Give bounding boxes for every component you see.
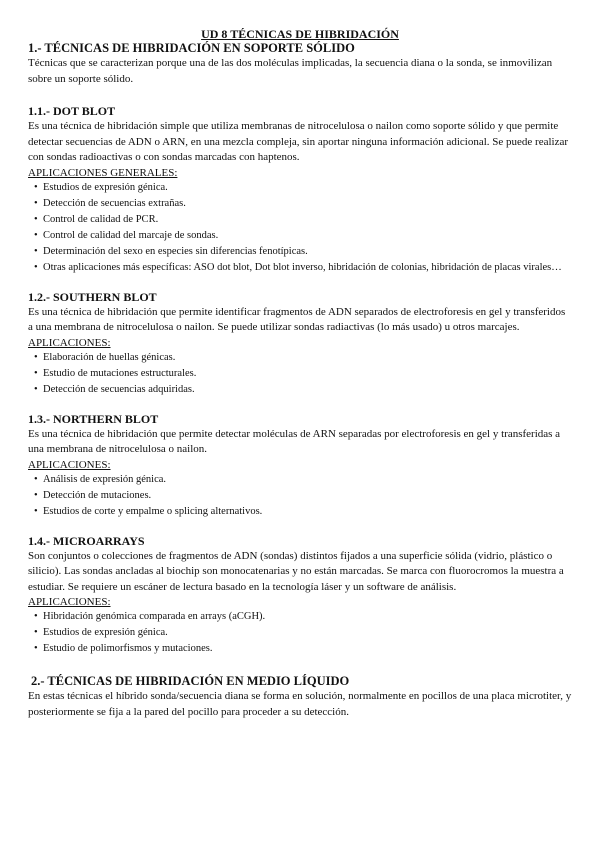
southern-blot-applications-list [28, 350, 572, 398]
list-item: • Control de calidad del marcaje de sondas. [34, 228, 572, 244]
microarrays-heading: 1.4.- MICROARRAYS [28, 533, 145, 548]
northern-blot-applications-list [28, 472, 572, 520]
list-item: • Hibridación genómica comparada en arrays (aCGH). [34, 609, 572, 625]
section-2-text: En estas técnicas el híbrido sonda/secuencia diana se forma en solución, normalmente en pocillos de una placa microtiter, y posteriormente se fija a la pared del pocillo para proceder a su detección. [28, 690, 572, 718]
southern-blot-text: Es una técnica de hibridación que permite identificar fragmentos de ADN separados de electroforesis en gel y transferidos a una membrana de nitrocelulosa o nailon. Se puede utilizar sondas radiactivas (lo más usado) u otros marcajes. [28, 305, 566, 333]
list-item: • Estudio de polimorfismos y mutaciones. [34, 641, 572, 657]
southern-blot-applications-label: APLICACIONES: [28, 336, 111, 349]
microarrays-text: Son conjuntos o colecciones de fragmentos de ADN (sondas) distintos fijados a una superficie sólida (vidrio, plástico o silicio). Las sondas ancladas al biochip son monocatenarias y no están marcadas. Se marca con fluorocromos la muestra a estudiar. Se requiere un escáner de lectura basado en la tecnología láser y un software de análisis. [28, 549, 564, 593]
northern-blot-text: Es una técnica de hibridación que permite detectar moléculas de ARN separadas por electroforesis en gel y transferidas a una membrana de nitrocelulosa o nailon. [28, 427, 561, 455]
northern-blot-applications-label: APLICACIONES: [28, 458, 111, 471]
list-item: • Estudios de expresión génica. [34, 180, 572, 196]
list-item: • Estudios de corte y empalme o splicing alternativos. [34, 504, 572, 520]
microarrays-applications-label: APLICACIONES: [28, 596, 111, 608]
list-item: • Detección de secuencias adquiridas. [34, 382, 572, 398]
section-1-intro: Técnicas que se caracterizan porque una de las dos moléculas implicadas, la secuencia diana o la sonda, se inmovilizan sobre un soporte sólido. [28, 57, 553, 85]
dot-blot-applications-label: APLICACIONES GENERALES: [28, 166, 178, 179]
southern-blot-heading: 1.2.- SOUTHERN BLOT [28, 289, 157, 304]
section-1-heading: 1.- TÉCNICAS DE HIBRIDACIÓN EN SOPORTE SÓLIDO [28, 41, 355, 55]
list-item: • Otras aplicaciones más específicas: ASO dot blot, Dot blot inverso, hibridación de colonias, hibridación de placas virales… [34, 260, 572, 276]
list-item: • Estudio de mutaciones estructurales. [34, 366, 572, 382]
list-item: • Determinación del sexo en especies sin diferencias fenotípicas. [34, 244, 572, 260]
northern-blot-heading: 1.3.- NORTHERN BLOT [28, 411, 159, 426]
document-title: UD 8 TÉCNICAS DE HIBRIDACIÓN [201, 27, 399, 41]
list-item: • Análisis de expresión génica. [34, 472, 572, 488]
dot-blot-text: Es una técnica de hibridación simple que utiliza membranas de nitrocelulosa o nailon como soporte sólido y que permite detectar secuencias de ADN o ARN, en una mezcla compleja, sin aportar ninguna información adicional. Se puede realizar con sondas radioactivas o con sondas marcadas con haptenos. [28, 120, 569, 163]
list-item: • Estudios de expresión génica. [34, 625, 572, 641]
section-2-heading: 2.- TÉCNICAS DE HIBRIDACIÓN EN MEDIO LÍQUIDO [31, 674, 350, 688]
dot-blot-applications-list [28, 180, 572, 276]
list-item: • Detección de mutaciones. [34, 488, 572, 504]
list-item: • Control de calidad de PCR. [34, 212, 572, 228]
list-item: • Elaboración de huellas génicas. [34, 350, 572, 366]
microarrays-applications-list [28, 609, 572, 657]
dot-blot-heading: 1.1.- DOT BLOT [28, 104, 116, 118]
list-item: • Detección de secuencias extrañas. [34, 196, 572, 212]
